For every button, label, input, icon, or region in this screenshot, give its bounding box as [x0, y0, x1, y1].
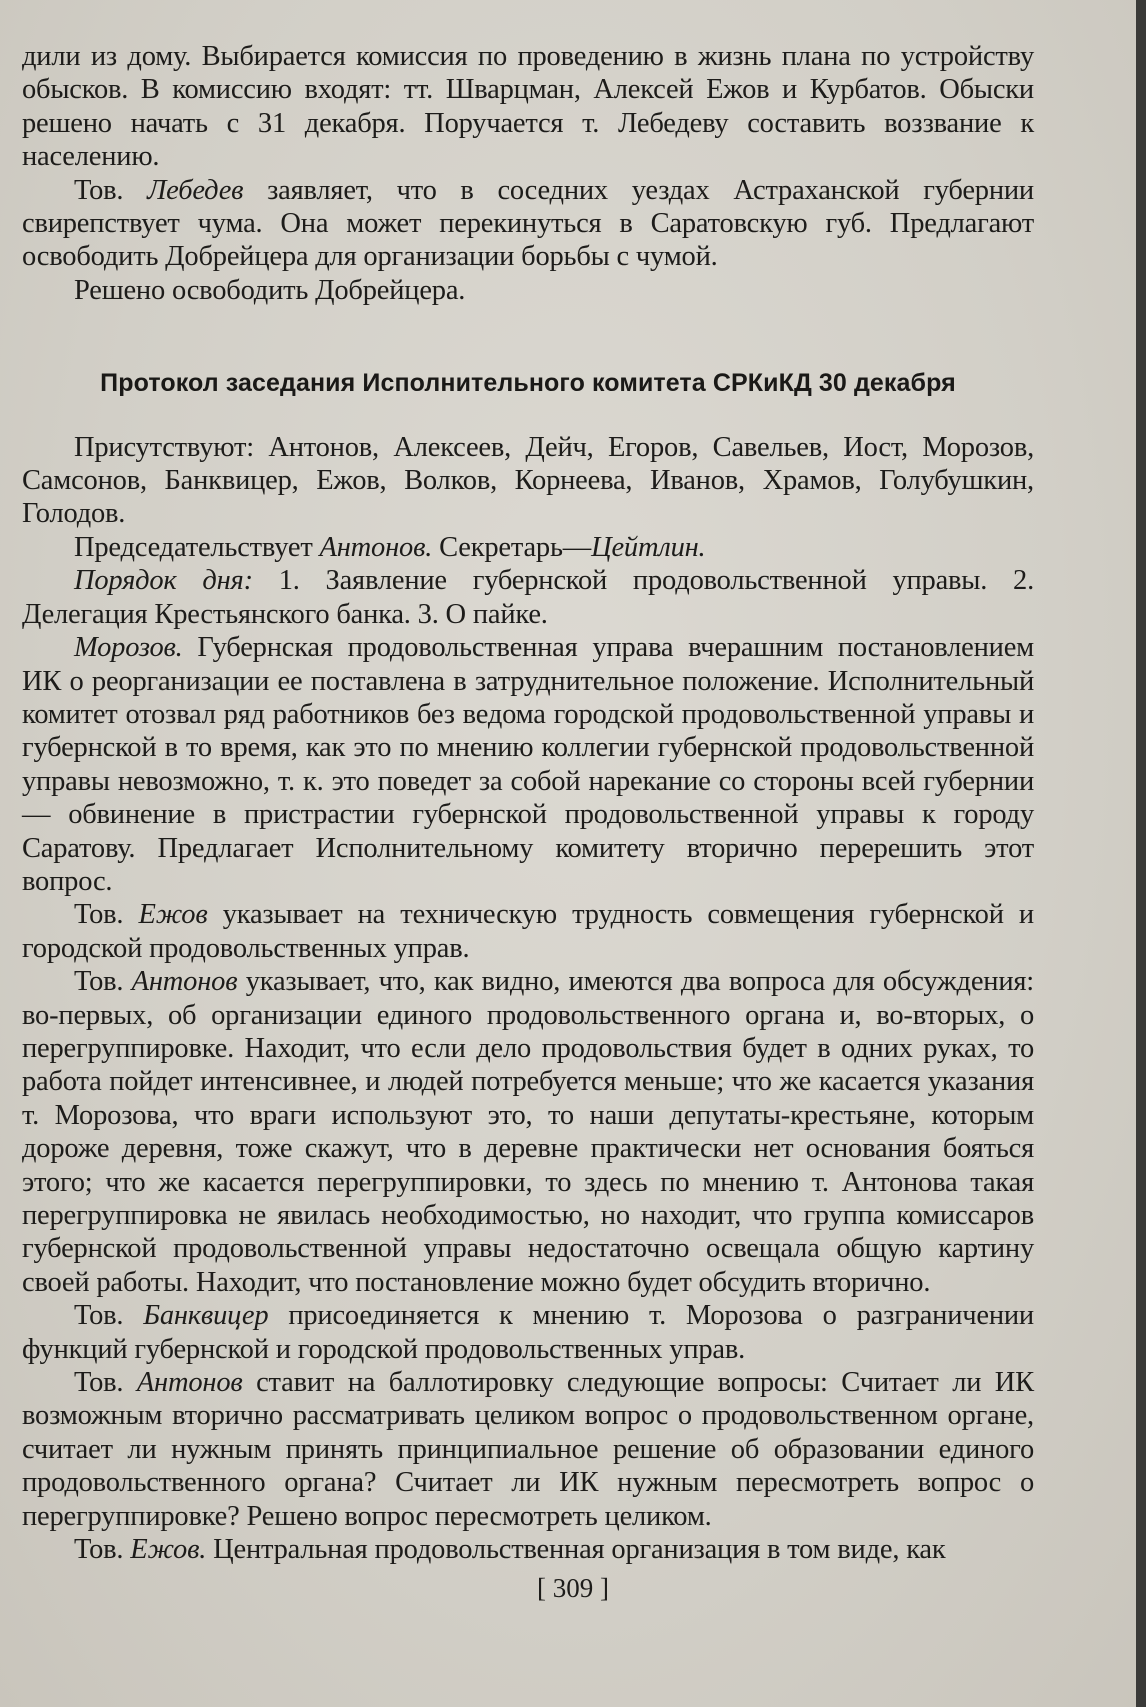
paragraph-agenda — [22, 564, 1034, 631]
paragraph-text: Центральная продовольственная организация в том виде, как — [206, 1534, 946, 1566]
chair-name: Антонов. — [319, 531, 433, 563]
speaker-name: Банквицер — [143, 1300, 269, 1332]
paragraph-intro-1: дили из дому. Выбирается комиссия по проведению в жизнь плана по устройству обысков. В комиссию входят: тт. Шварцман, Алексей Ежов и Курбатов. Обыски решено начать с 31 декабря. Поручается т. Лебедеву составить воззвание к населению. — [22, 41, 1034, 173]
speaker-name: Антонов — [131, 966, 238, 998]
speaker-prefix: Тов. — [74, 1367, 137, 1399]
page-number: [ 309 ] — [537, 1573, 609, 1603]
chair-prefix: Председательствует — [74, 531, 320, 563]
paragraph-antonov-2 — [22, 1366, 1034, 1533]
paragraph-text: ставит на баллотировку следующие вопросы: Считает ли ИК возможным вторично рассматривать целиком вопрос о продовольственном органе, считает ли нужным принять принципиальное решение об образовании единого продовольственного органа? Считает ли ИК нужным пересмотреть вопрос о перегруппировке? Решено вопрос пересмотреть целиком. — [22, 1367, 1034, 1532]
paragraph-lebedev — [22, 174, 1034, 274]
speaker-name: Морозов. — [74, 632, 183, 664]
paragraph-text: указывает, что, как видно, имеются два вопроса для обсуждения: во-первых, об организации единого продовольственного органа и, во-вторых, о перегруппировке. Находит, что если дело продовольствия будет в одних руках, то работа пойдет интенсивнее, и людей потребуется меньше; что же касается указания т. Морозова, что враги используют это, то наши депутаты-крестьяне, которым дороже деревня, тоже скажут, что в деревне практически нет основания бояться этого; что же касается перегруппировки, то здесь по мнению т. Антонова такая перегруппировка не явилась необходимостью, но находит, что группа комиссаров губернской продовольственной управы недостаточно освещала общую картину своей работы. Находит, что постановление можно будет обсудить вторично. — [22, 966, 1034, 1298]
paragraph-bankvitser — [22, 1299, 1034, 1366]
page-text — [22, 40, 1034, 1566]
paragraph-text: заявляет, что в соседних уездах Астраханской губернии свирепствует чума. Она может перекинуться в Саратовскую губ. Предлагают освободить Добрейцера для организации борьбы с чумой. — [22, 174, 1034, 273]
secretary-prefix: Секретарь— — [432, 531, 592, 563]
speaker-prefix: Тов. — [74, 174, 148, 206]
paragraph-antonov-1 — [22, 965, 1034, 1299]
speaker-prefix: Тов. — [74, 1300, 144, 1332]
paragraph-decision: Решено освободить Добрейцера. — [74, 274, 466, 306]
speaker-prefix: Тов. — [74, 966, 132, 998]
paragraph-morozov — [22, 631, 1034, 898]
speaker-name: Антонов — [136, 1367, 243, 1399]
paragraph-text: Губернская продовольственная управа вчерашним постановлением ИК о реорганизации ее поставлена в затруднительное положение. Исполнительный комитет отозвал ряд работников без ведома городской продовольственной управы и губернской в то время, как это по мнению коллегии губернской продовольственной управы невозможно, т. к. это поведет за собой нарекание со стороны всей губернии — обвинение в пристрастии губернской продовольственной управы к городу Саратову. Предлагает Исполнительному комитету вторично перерешить этот вопрос. — [22, 632, 1034, 897]
speaker-name: Ежов. — [130, 1534, 207, 1566]
speaker-prefix: Тов. — [74, 899, 139, 931]
speaker-name: Лебедев — [147, 174, 244, 206]
paragraph-text: указывает на техническую трудность совмещения губернской и городской продовольственных управ. — [22, 899, 1034, 964]
paragraph-chair — [22, 531, 1034, 564]
speaker-name: Ежов — [138, 899, 208, 931]
paragraph-ezhov-1 — [22, 898, 1034, 965]
speaker-prefix: Тов. — [74, 1534, 131, 1566]
paragraph-ezhov-2 — [22, 1533, 1034, 1566]
secretary-name: Цейтлин. — [591, 531, 706, 563]
agenda-text: 1. Заявление губернской продовольственной управы. 2. Делегация Крестьянского банка. 3. О пайке. — [22, 565, 1034, 630]
agenda-label: Порядок дня: — [74, 565, 253, 597]
paragraph-text: присоединяется к мнению т. Морозова о разграничении функций губернской и городской продовольственных управ. — [22, 1300, 1034, 1365]
page-edge-shadow — [1136, 0, 1146, 1707]
paragraph-present: Присутствуют: Антонов, Алексеев, Дейч, Егоров, Савельев, Иост, Морозов, Самсонов, Банквицер, Ежов, Волков, Корнеева, Иванов, Храмов, Голубушкин, Голодов. — [22, 431, 1034, 530]
section-heading: Протокол заседания Исполнительного комитета СРКиКД 30 декабря — [100, 369, 956, 398]
